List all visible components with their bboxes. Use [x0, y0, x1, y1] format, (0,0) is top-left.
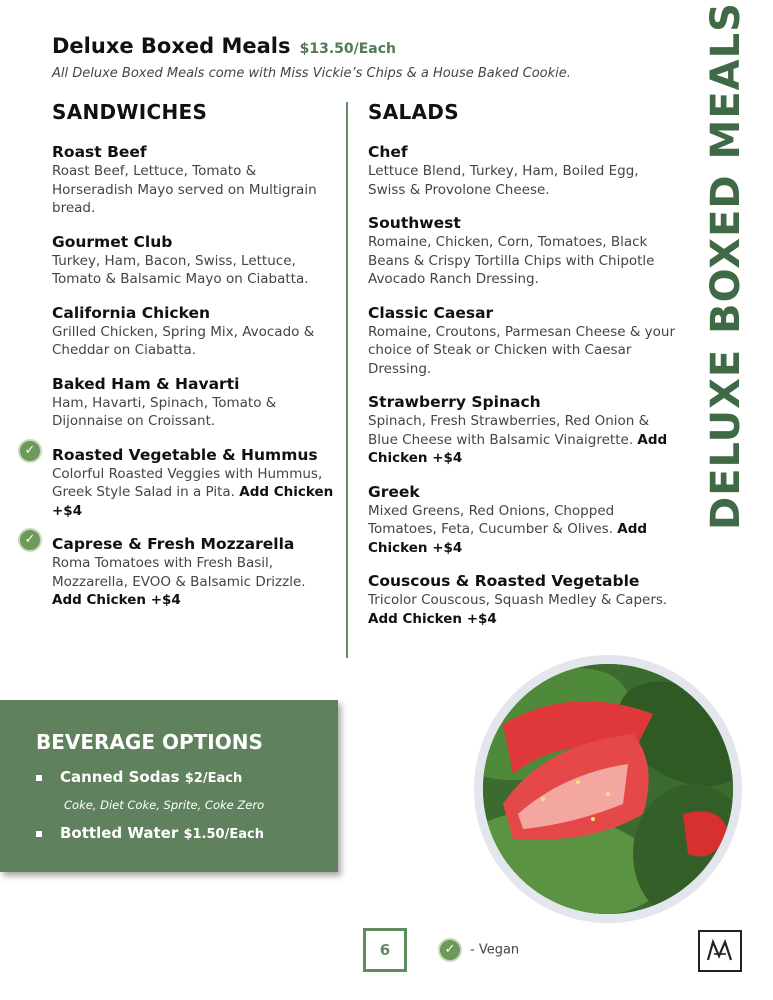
salad-photo — [474, 655, 742, 923]
menu-item — [52, 232, 337, 289]
beverage-item — [36, 768, 242, 786]
menu-item-name: Caprese & Fresh Mozzarella — [52, 535, 295, 553]
sandwich-list — [24, 142, 337, 610]
menu-item-desc-text: Romaine, Croutons, Parmesan Cheese & your choice of Steak or Chicken with Caesar Dressing. — [368, 323, 675, 377]
sandwiches-heading: SANDWICHES — [52, 100, 208, 124]
menu-item — [24, 532, 337, 610]
column-divider — [346, 102, 348, 658]
menu-item-description — [368, 233, 678, 289]
menu-item — [52, 303, 337, 360]
menu-item-description — [368, 412, 678, 468]
bullet-icon — [36, 831, 42, 837]
menu-item-description — [52, 554, 337, 610]
menu-item-description — [368, 323, 678, 379]
menu-item-name: Roasted Vegetable & Hummus — [52, 445, 318, 464]
menu-item-name: Gourmet Club — [52, 232, 173, 251]
leaf-icon: ✓ — [18, 528, 42, 552]
sandwiches-column — [24, 100, 337, 624]
add-on-label: Add Chicken +$4 — [52, 592, 181, 608]
add-on-label: Add Chicken +$4 — [368, 431, 668, 466]
menu-item — [368, 303, 678, 379]
beverage-item — [36, 824, 264, 842]
menu-item — [368, 482, 678, 558]
menu-item-desc-text: Ham, Havarti, Spinach, Tomato & Dijonnaise on Croissant. — [52, 394, 277, 429]
beverage-options-box — [0, 700, 338, 872]
leaf-icon: ✓ — [438, 938, 462, 962]
menu-item-description — [368, 591, 678, 628]
salad-list — [368, 142, 678, 628]
menu-item-name: Strawberry Spinach — [368, 393, 541, 411]
menu-item-desc-text: Turkey, Ham, Bacon, Swiss, Lettuce, Tomato & Balsamic Mayo on Ciabatta. — [52, 252, 309, 287]
legend-label: - Vegan — [470, 942, 520, 958]
beverage-price: $1.50/Each — [183, 827, 264, 842]
menu-item — [368, 142, 678, 199]
menu-item-desc-text: Mixed Greens, Red Onions, Chopped Tomatoes, Feta, Cucumber & Olives. — [368, 502, 615, 537]
menu-item-desc-text: Lettuce Blend, Turkey, Ham, Boiled Egg, Swiss & Provolone Cheese. — [368, 163, 639, 198]
beverage-heading: BEVERAGE OPTIONS — [36, 730, 263, 754]
menu-item-description — [52, 252, 337, 289]
add-on-label: Add Chicken +$4 — [368, 610, 497, 627]
menu-item-name: Greek — [368, 482, 420, 501]
page-title: Deluxe Boxed Meals — [52, 34, 291, 58]
menu-item-desc-text: Spinach, Fresh Strawberries, Red Onion & Blue Cheese with Balsamic Vinaigrette. — [368, 413, 650, 448]
strawberry-spinach-image — [483, 664, 733, 914]
menu-item-description — [52, 465, 337, 521]
menu-item-name: Classic Caesar — [368, 303, 494, 322]
monogram-logo-icon — [700, 932, 740, 970]
beverage-name: Canned Sodas — [60, 768, 180, 786]
menu-item-description — [52, 394, 337, 431]
menu-item-name: Couscous & Roasted Vegetable — [368, 572, 640, 590]
menu-item — [52, 142, 337, 218]
menu-item-desc-text: Grilled Chicken, Spring Mix, Avocado & Cheddar on Ciabatta. — [52, 323, 315, 358]
menu-item-desc-text: Tricolor Couscous, Squash Medley & Capers. — [368, 592, 668, 608]
add-on-label: Add Chicken +$4 — [368, 521, 648, 556]
menu-item-desc-text: Romaine, Chicken, Corn, Tomatoes, Black Beans & Crispy Tortilla Chips with Chipotle Avocado Ranch Dressing. — [368, 234, 655, 287]
page-number: 6 — [363, 928, 407, 972]
menu-item — [368, 571, 678, 628]
menu-item-name: Roast Beef — [52, 143, 147, 161]
menu-item — [24, 442, 337, 521]
beverage-name: Bottled Water — [60, 824, 179, 842]
menu-item-description — [52, 162, 337, 218]
menu-item-desc-text: Colorful Roasted Veggies with Hummus, Greek Style Salad in a Pita. — [52, 465, 323, 500]
menu-item-name: California Chicken — [52, 303, 211, 322]
menu-item-description — [368, 162, 678, 199]
menu-item-name: Baked Ham & Havarti — [52, 374, 240, 393]
menu-item-name: Southwest — [368, 214, 461, 232]
menu-item-desc-text: Roast Beef, Lettuce, Tomato & Horseradish Mayo served on Multigrain bread. — [52, 163, 317, 216]
side-title: DELUXE BOXED MEALS — [703, 2, 749, 530]
menu-item-name: Chef — [368, 143, 408, 161]
menu-item — [52, 374, 337, 431]
beverage-note: Coke, Diet Coke, Sprite, Coke Zero — [64, 798, 265, 812]
menu-item-description — [52, 323, 337, 360]
menu-item-desc-text: Roma Tomatoes with Fresh Basil, Mozzarella, EVOO & Balsamic Drizzle. — [52, 555, 306, 590]
menu-item — [368, 213, 678, 289]
menu-item — [368, 392, 678, 468]
page-subtitle: All Deluxe Boxed Meals come with Miss Vickie’s Chips & a House Baked Cookie. — [52, 66, 571, 81]
add-on-label: Add Chicken +$4 — [52, 484, 334, 519]
vegan-legend — [438, 938, 519, 962]
bullet-icon — [36, 775, 42, 781]
brand-logo — [698, 930, 742, 972]
menu-item-description — [368, 502, 678, 558]
meal-price: $13.50/Each — [299, 41, 397, 57]
leaf-icon: ✓ — [18, 439, 42, 463]
salads-heading: SALADS — [368, 100, 459, 124]
beverage-price: $2/Each — [184, 771, 243, 786]
salads-column — [368, 100, 678, 642]
title-row — [52, 34, 396, 58]
